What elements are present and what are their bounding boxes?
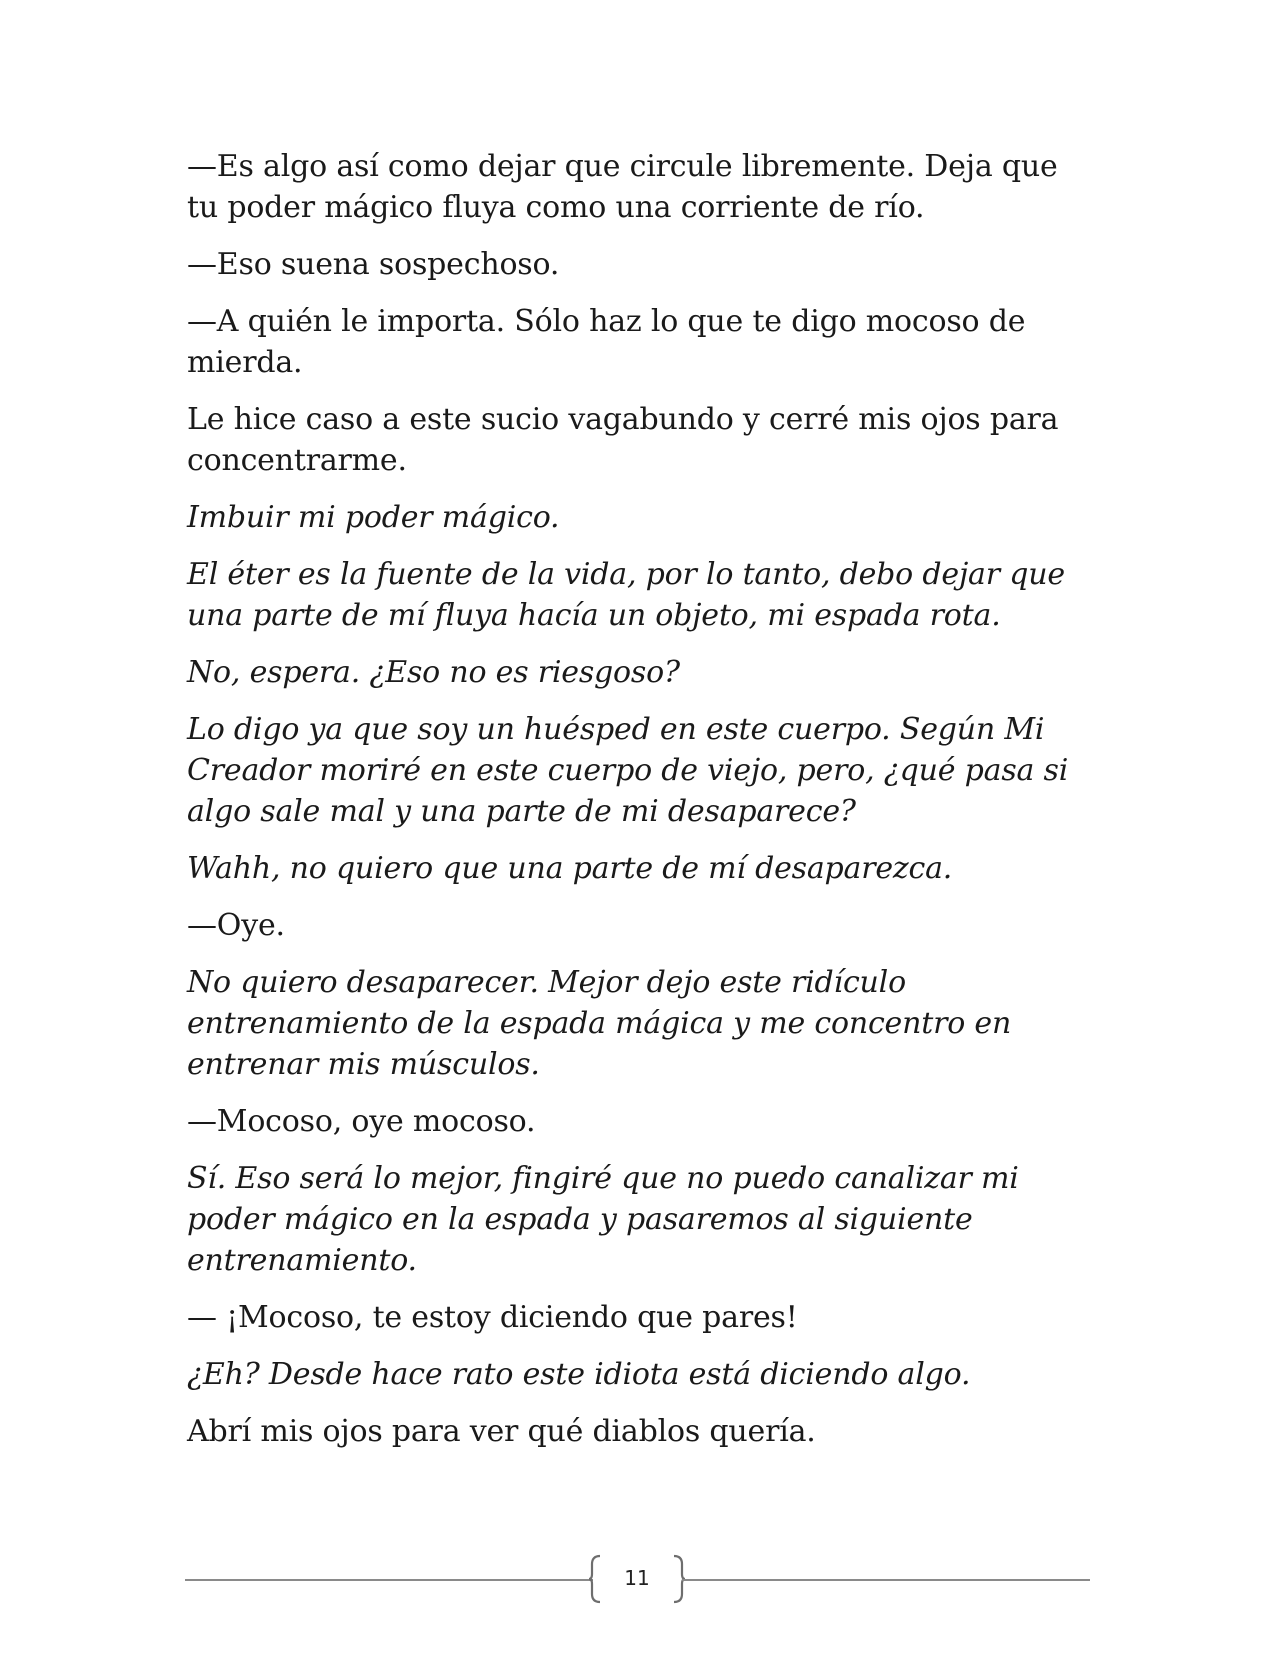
paragraph: No quiero desaparecer. Mejor dejo este ridículo entrenamiento de la espada mágica y me concentro en entrenar mis músculos. — [187, 965, 1012, 1082]
paragraph: —Mocoso, oye mocoso. — [187, 1104, 536, 1139]
paragraph: — ¡Mocoso, te estoy diciendo que pares! — [187, 1300, 798, 1335]
paragraph: —A quién le importa. Sólo haz lo que te digo mocoso de mierda. — [187, 304, 1026, 380]
paragraph: Wahh, no quiero que una parte de mí desaparezca. — [187, 851, 953, 886]
footer-rule-left — [185, 1579, 593, 1581]
paragraph: Abrí mis ojos para ver qué diablos quería. — [187, 1414, 816, 1449]
paragraph: El éter es la fuente de la vida, por lo tanto, debo dejar que una parte de mí fluya hacía un objeto, mi espada rota. — [187, 557, 1065, 633]
paragraph: Imbuir mi poder mágico. — [187, 500, 560, 535]
left-bracket-icon — [589, 1554, 601, 1604]
paragraph: —Es algo así como dejar que circule libremente. Deja que tu poder mágico fluya como una corriente de río. — [187, 149, 1058, 225]
page-number: 11 — [624, 1566, 650, 1590]
paragraph: —Eso suena sospechoso. — [187, 247, 560, 282]
footer-rule-right — [682, 1579, 1090, 1581]
page-footer — [185, 1552, 1090, 1608]
paragraph: No, espera. ¿Eso no es riesgoso? — [187, 655, 680, 690]
page-body — [187, 146, 1087, 1468]
paragraph: —Oye. — [187, 908, 285, 943]
paragraph: Sí. Eso será lo mejor, fingiré que no puedo canalizar mi poder mágico en la espada y pasaremos al siguiente entrenamiento. — [187, 1161, 1019, 1278]
paragraph: ¿Eh? Desde hace rato este idiota está diciendo algo. — [187, 1357, 971, 1392]
paragraph: Le hice caso a este sucio vagabundo y cerré mis ojos para concentrarme. — [187, 402, 1059, 478]
paragraph: Lo digo ya que soy un huésped en este cuerpo. Según Mi Creador moriré en este cuerpo de viejo, pero, ¿qué pasa si algo sale mal y una parte de mi desaparece? — [187, 712, 1069, 829]
